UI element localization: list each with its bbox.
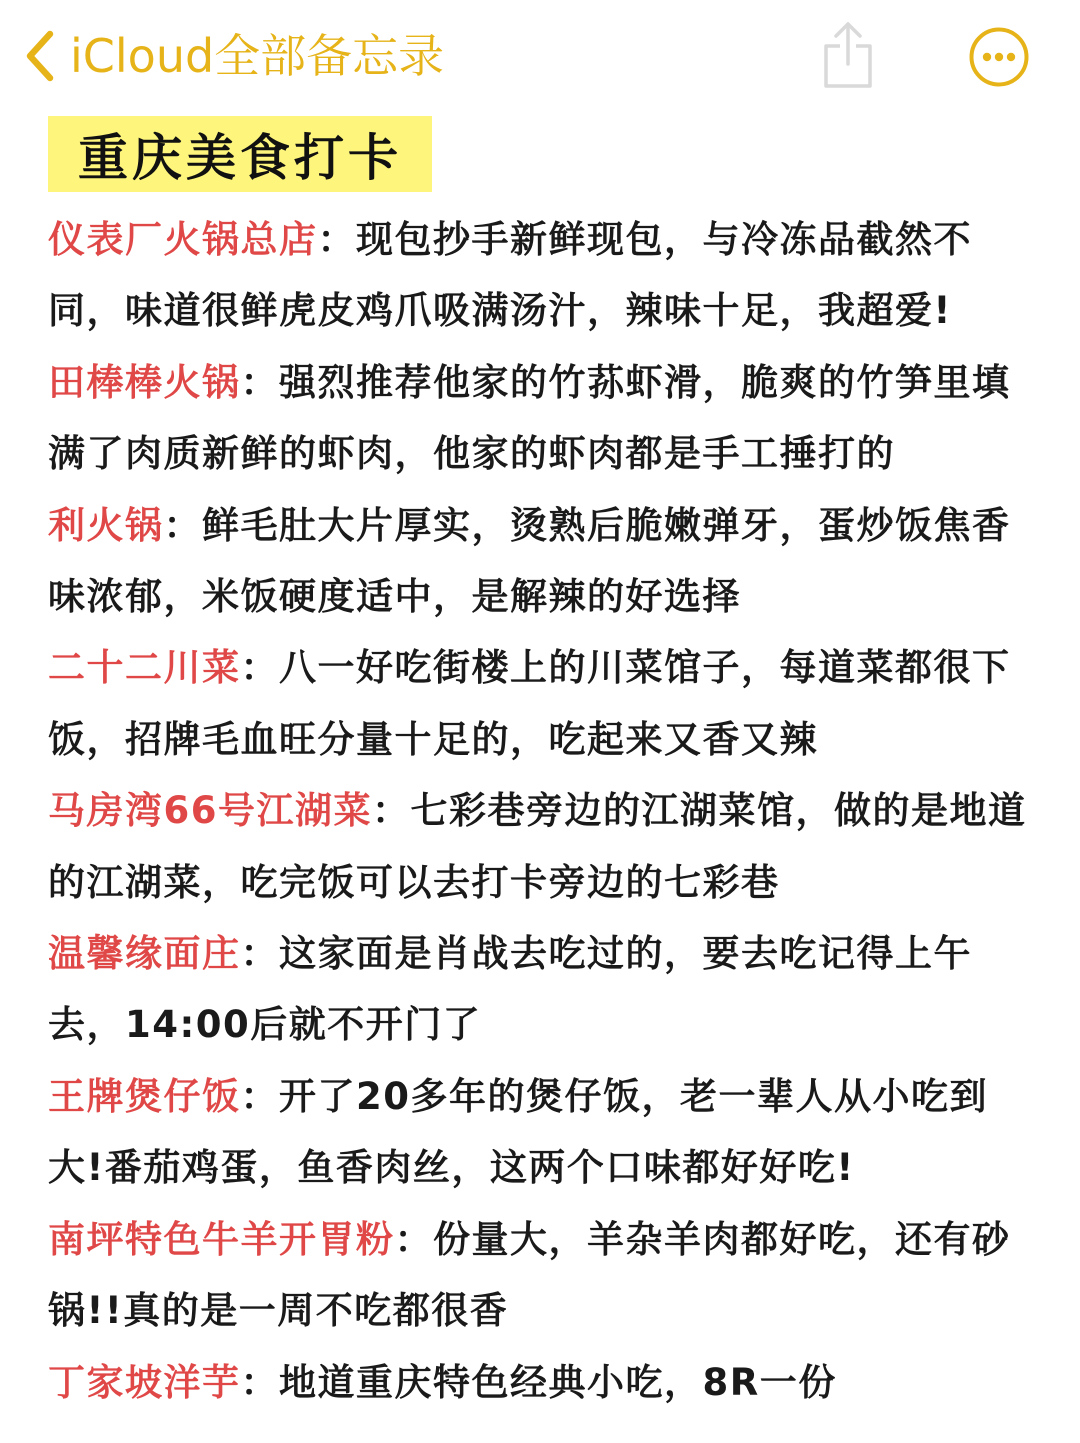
note-title: 重庆美食打卡 [78, 129, 402, 187]
more-icon [968, 26, 1030, 88]
restaurant-name: 利火锅 [48, 503, 164, 547]
more-button[interactable] [968, 26, 1030, 88]
restaurant-description: 强烈推荐他家的竹荪虾滑，脆爽的竹笋里填满了肉质新鲜的虾肉，他家的虾肉都是手工捶打的 [48, 360, 1011, 476]
entry-separator: ： [372, 789, 411, 833]
entry-separator: ： [240, 1074, 279, 1118]
back-button[interactable] [22, 26, 444, 86]
share-icon [818, 20, 878, 90]
entry-separator: ： [317, 218, 356, 261]
restaurant-name: 马房湾66号江湖菜 [48, 789, 372, 833]
entry-separator: ： [240, 360, 279, 404]
restaurant-entry [48, 347, 1038, 490]
restaurant-entry [48, 1061, 1038, 1204]
restaurant-description: 份量大，羊杂羊肉都好吃，还有砂锅!!真的是一周不吃都很香 [48, 1217, 1011, 1333]
navigation-bar [0, 0, 1080, 110]
restaurant-name: 仪表厂火锅总店 [48, 218, 318, 261]
restaurant-description: 这家面是肖战去吃过的，要去吃记得上午去，14:00后就不开门了 [48, 932, 972, 1047]
entry-separator: ： [240, 646, 279, 690]
restaurant-entry [48, 918, 1038, 1061]
back-label: iCloud全部备忘录 [70, 29, 445, 83]
restaurant-name: 王牌煲仔饭 [48, 1074, 241, 1118]
restaurant-name: 温馨缘面庄 [48, 932, 241, 976]
restaurant-name: 丁家坡洋芋 [48, 1360, 241, 1404]
restaurant-entry [48, 204, 1038, 347]
entry-separator: ： [163, 503, 202, 547]
restaurant-name: 南坪特色牛羊开胃粉 [48, 1217, 395, 1261]
restaurant-entry [48, 775, 1038, 918]
restaurant-description: 八一好吃街楼上的川菜馆子，每道菜都很下饭，招牌毛血旺分量十足的，吃起来又香又辣 [48, 646, 1011, 761]
share-button[interactable] [818, 20, 878, 90]
note-title-highlight [48, 116, 432, 192]
restaurant-description: 鲜毛肚大片厚实，烫熟后脆嫩弹牙，蛋炒饭焦香味浓郁，米饭硬度适中，是解辣的好选择 [48, 503, 1011, 619]
restaurant-name: 二十二川菜 [48, 646, 241, 690]
restaurant-description: 现包抄手新鲜现包，与冷冻品截然不同，味道很鲜虎皮鸡爪吸满汤汁，辣味十足，我超爱! [48, 218, 972, 333]
restaurant-description: 开了20多年的煲仔饭，老一辈人从小吃到大!番茄鸡蛋，鱼香肉丝，这两个口味都好好吃! [48, 1074, 988, 1190]
note-body[interactable] [48, 204, 1038, 1418]
entry-separator: ： [240, 1360, 279, 1404]
restaurant-description: 地道重庆特色经典小吃，8R一份 [279, 1360, 837, 1404]
entry-separator: ： [394, 1217, 433, 1261]
chevron-left-icon [22, 30, 56, 82]
restaurant-entry [48, 1204, 1038, 1347]
restaurant-entry [48, 1347, 1038, 1418]
restaurant-entry [48, 490, 1038, 633]
restaurant-description: 七彩巷旁边的江湖菜馆，做的是地道的江湖菜，吃完饭可以去打卡旁边的七彩巷 [48, 789, 1027, 904]
entry-separator: ： [240, 932, 279, 976]
restaurant-name: 田棒棒火锅 [48, 360, 241, 404]
restaurant-entry [48, 632, 1038, 775]
